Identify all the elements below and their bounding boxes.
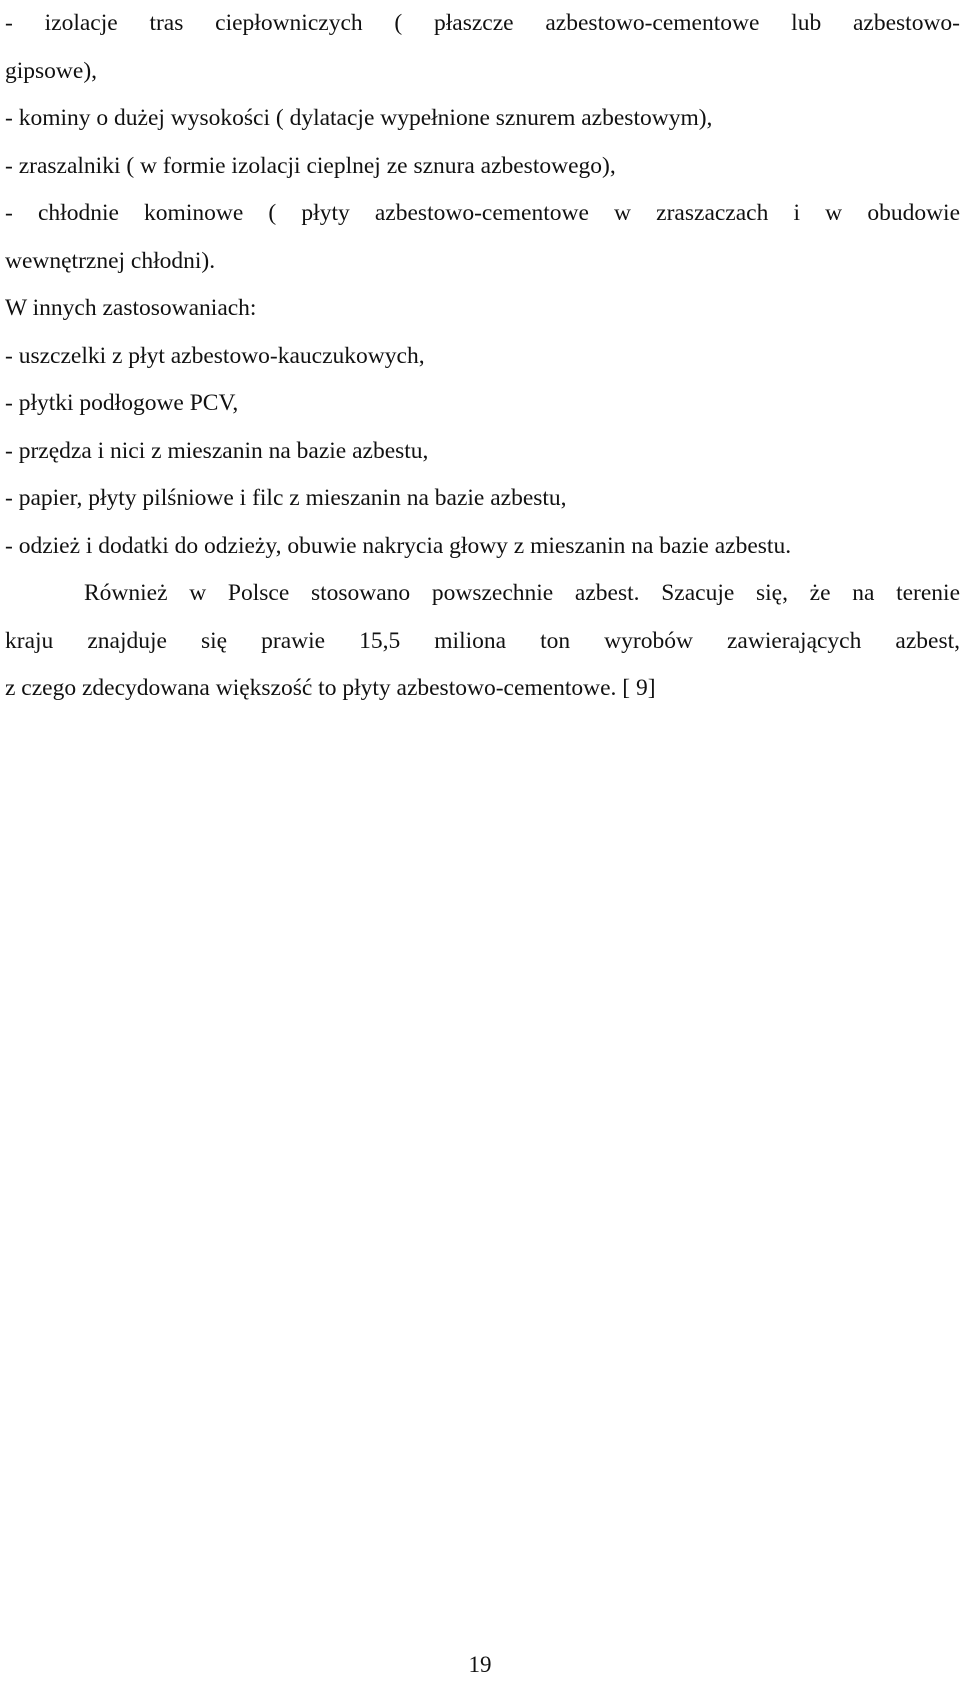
list-item-cooling-towers: - chłodnie kominowe ( płyty azbestowo-cementowe w zraszaczach i w obudowie [5,200,960,226]
list-item-cooling-towers-continued: wewnętrznej chłodni). [5,247,216,274]
list-item-sprinklers: - zraszalniki ( w formie izolacji cieplnej ze sznura azbestowego), [5,152,616,179]
page-number: 19 [468,1652,492,1677]
list-item-clothing: - odzież i dodatki do odzieży, obuwie nakrycia głowy z mieszanin na bazie azbestu. [5,532,792,559]
paragraph-poland-line-2: kraju znajduje się prawie 15,5 miliona ton wyrobów zawierających azbest, [5,627,960,654]
list-item-yarn-thread: - przędza i nici z mieszanin na bazie azbestu, [5,437,429,464]
list-item-pipeline-insulation: - izolacje tras ciepłowniczych ( płaszcze azbestowo-cementowe lub azbestowo- [5,10,960,36]
list-item-paper-fibreboard: - papier, płyty pilśniowe i filc z mieszanin na bazie azbestu, [5,485,567,511]
document-body [5,0,960,713]
paragraph-poland-line-3: z czego zdecydowana większość to płyty azbestowo-cementowe. [ 9] [5,675,656,701]
list-item-tall-chimneys: - kominy o dużej wysokości ( dylatacje wypełnione sznurem azbestowym), [5,105,713,131]
list-item-floor-tiles: - płytki podłogowe PCV, [5,390,239,416]
paragraph-poland-line-1: Również w Polsce stosowano powszechnie azbest. Szacuje się, że na terenie [84,580,960,606]
list-item-pipeline-insulation-continued: gipsowe), [5,57,98,84]
list-item-gaskets: - uszczelki z płyt azbestowo-kauczukowych, [5,342,425,369]
section-heading-other-uses: W innych zastosowaniach: [5,295,257,321]
